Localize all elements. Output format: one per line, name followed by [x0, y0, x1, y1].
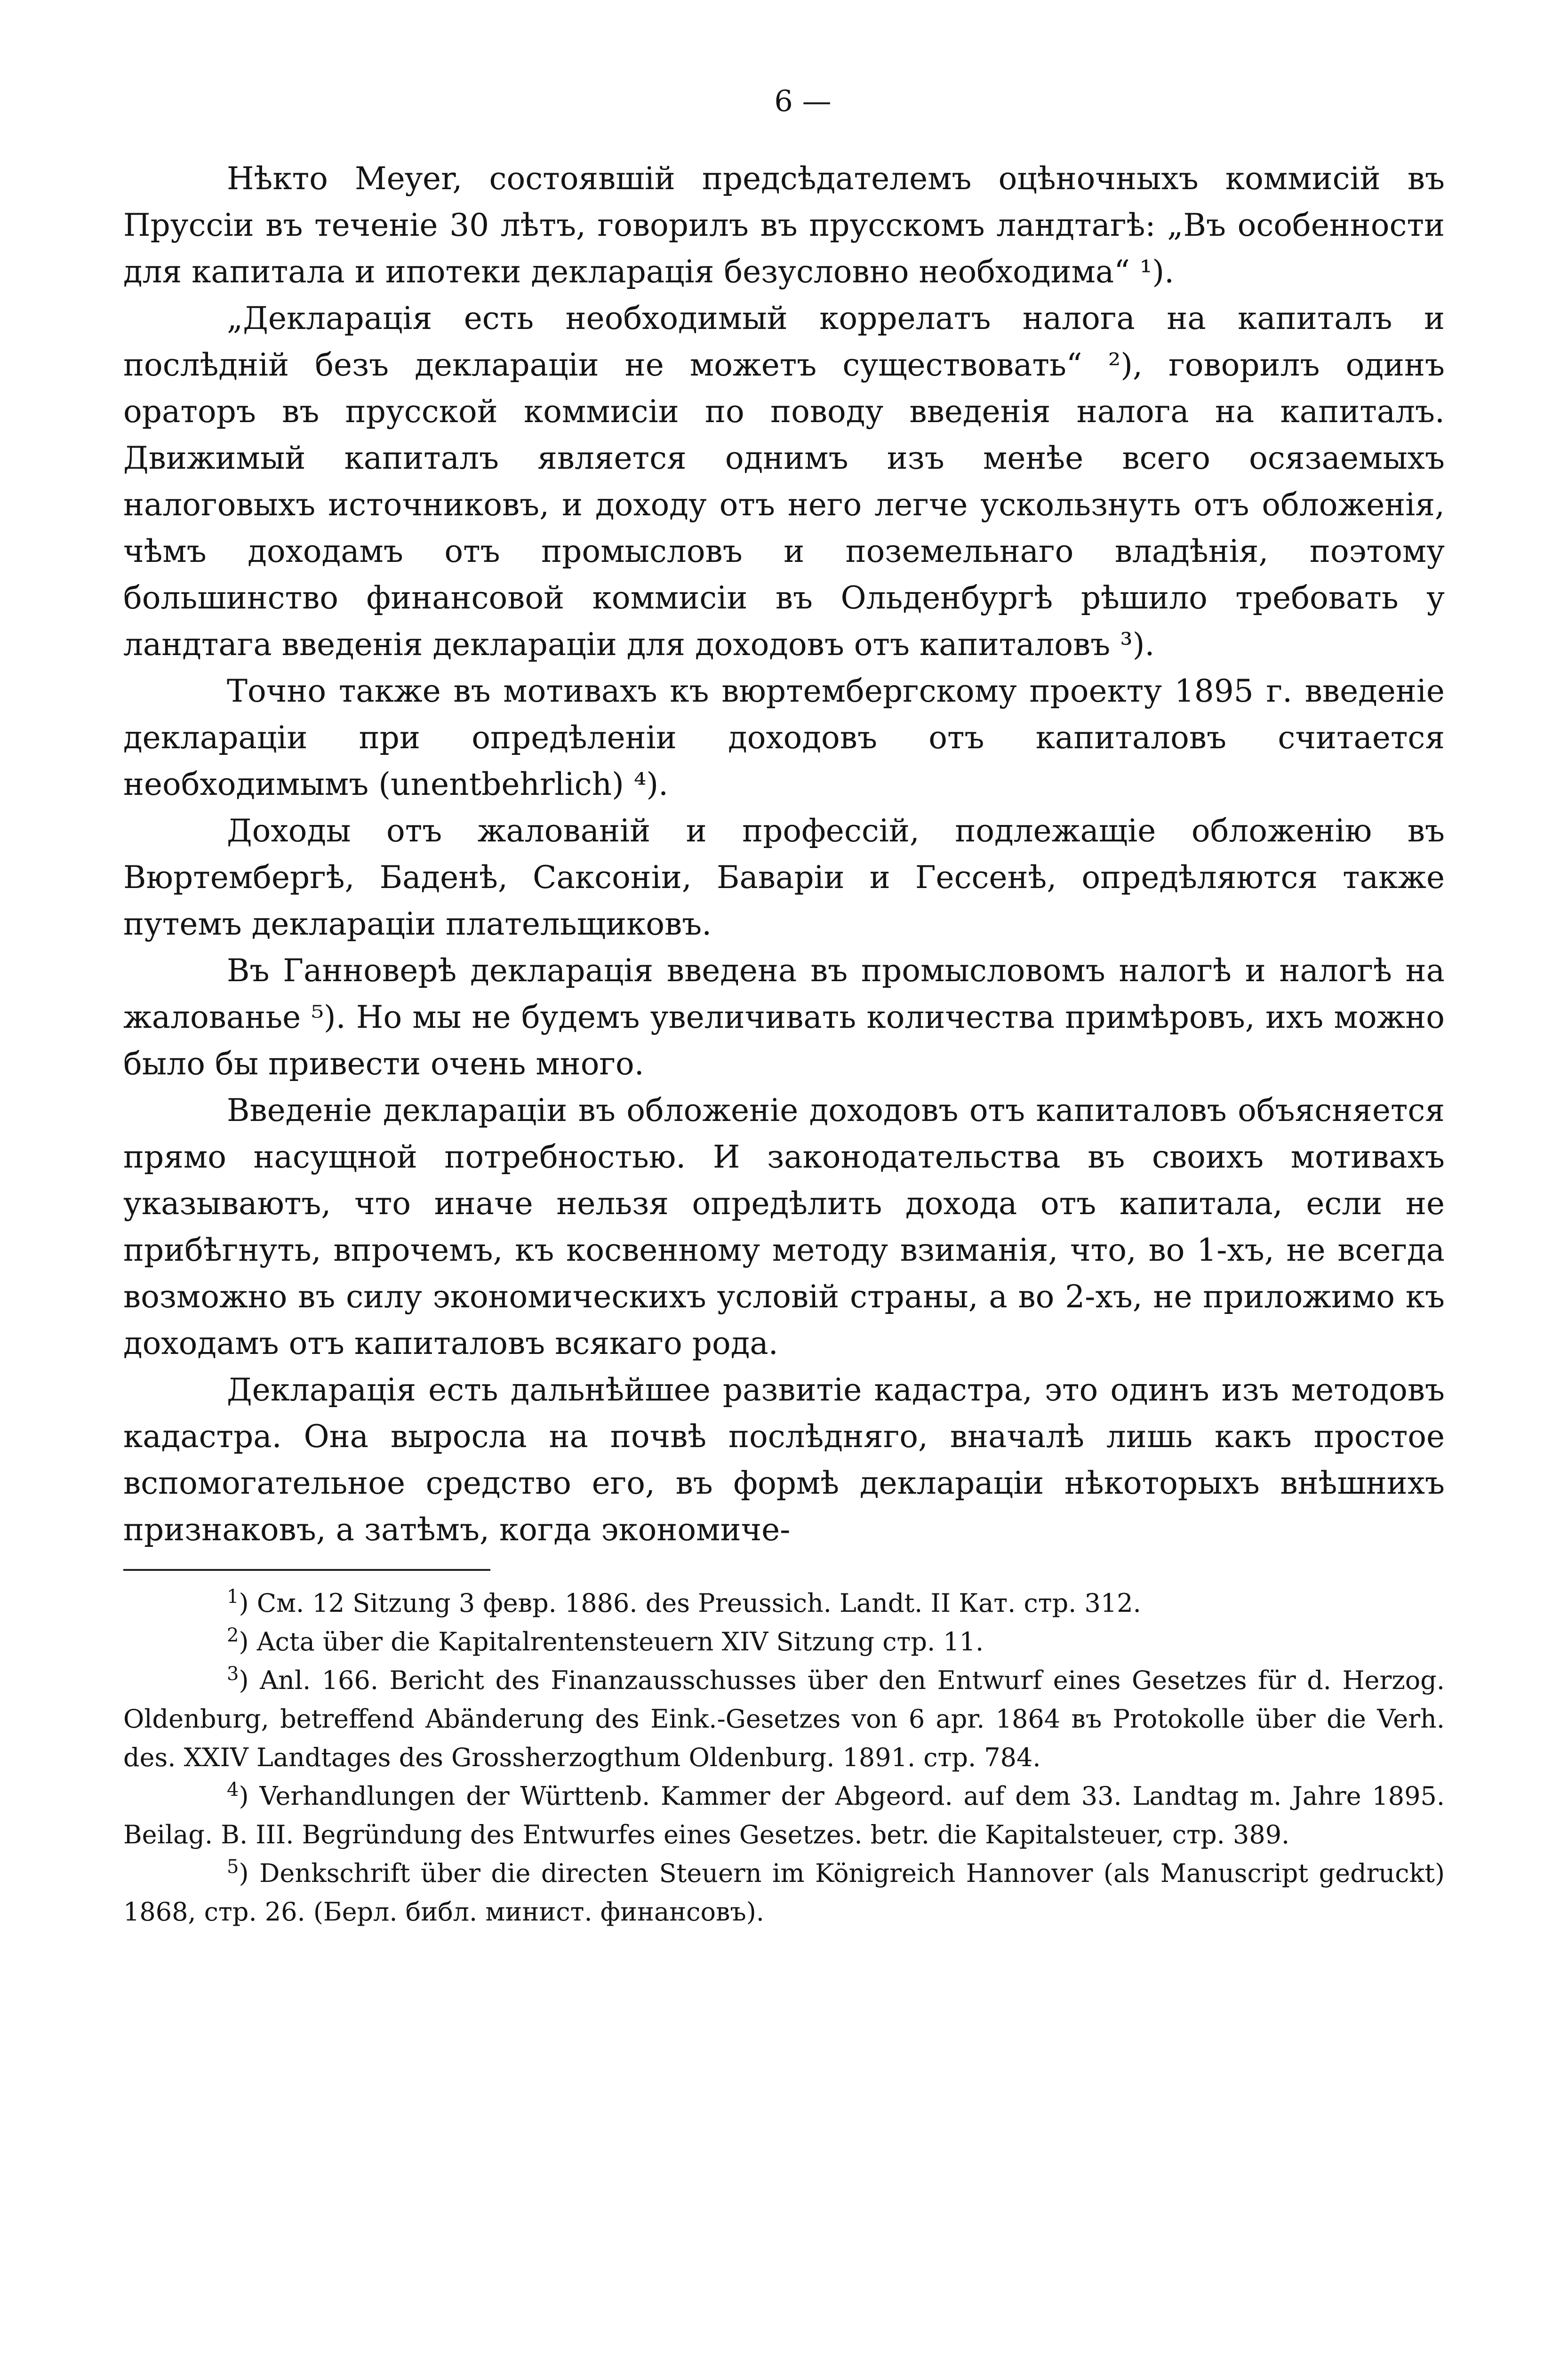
footnote: $^3$) Anl. 166. Bericht des Finanzausschusses über den Entwurf eines Gesetzes für d. Herzog. Oldenburg, betreffend Abänderung des Eink.-Gesetzes von 6 apr. 1864 въ Protokolle über die Verh. des. XXIV Landtages des Grossherzogthum Oldenburg. 1891. стр. 784. — [123, 1663, 1445, 1772]
footnote: $^5$) Denkschrift über die directen Steuern im Königreich Hannover (als Manuscript gedruckt) 1868, стр. 26. (Берл. библ. минист. финансовъ). — [123, 1856, 1445, 1927]
footnote-number: 2 — [227, 1625, 239, 1646]
footnote-number: 3 — [227, 1663, 239, 1685]
footnote-text: См. 12 Sitzung 3 февр. 1886. des Preussich. Landt. II Кат. стр. 312. — [256, 1588, 1141, 1618]
paragraph: Доходы отъ жалованій и профессій, подлежащіе обложенію въ Вюртембергѣ, Баденѣ, Саксоніи, Баваріи и Гессенѣ, опредѣляются также путемъ деклараціи плательщиковъ. — [123, 813, 1445, 942]
paragraph: Нѣкто Meyer, состоявшій предсѣдателемъ оцѣночныхъ коммисій въ Пруссіи въ теченіе 30 лѣтъ, говорилъ въ прусскомъ ландтагѣ: „Въ особенности для капитала и ипотеки декларація безусловно необходима“ ¹). — [123, 160, 1445, 290]
paragraph: Декларація есть дальнѣйшее развитіе кадастра, это одинъ изъ методовъ кадастра. Она выросла на почвѣ послѣдняго, вначалѣ лишь какъ простое вспомогательное средство его, въ формѣ деклараціи нѣкоторыхъ внѣшнихъ признаковъ, а затѣмъ, когда экономиче- — [123, 1372, 1445, 1548]
paragraph: Въ Ганноверѣ декларація введена въ промысловомъ налогѣ и налогѣ на жалованье ⁵). Но мы не будемъ увеличивать количества примѣровъ, ихъ можно было бы привести очень много. — [123, 952, 1445, 1082]
footnote-text: Verhandlungen der Württenb. Kammer der Abgeord. auf dem 33. Landtag m. Jahre 1895. Beilag. B. III. Begründung des Entwurfes eines Gesetzes. betr. die Kapitalsteuer, стр. 389. — [123, 1781, 1445, 1849]
body-text — [123, 155, 1445, 1553]
footnote-text: Denkschrift über die directen Steuern im Königreich Hannover (als Manuscript gedruckt) 1868, стр. 26. (Берл. библ. минист. финансовъ). — [123, 1858, 1445, 1927]
footnote-text: Acta über die Kapitalrentensteuern XIV Sitzung стр. 11. — [256, 1627, 984, 1657]
footnotes — [123, 1584, 1445, 1931]
footnote-number: 1 — [227, 1586, 239, 1608]
paragraph: Точно также въ мотивахъ къ вюртембергскому проекту 1895 г. введеніе деклараціи при опредѣленіи доходовъ отъ капиталовъ считается необходимымъ (unentbehrlich) ⁴). — [123, 673, 1445, 802]
page — [123, 80, 1445, 1931]
footnote: $^1$) См. 12 Sitzung 3 февр. 1886. des Preussich. Landt. II Кат. стр. 312. — [227, 1586, 1141, 1618]
paragraph: „Декларація есть необходимый коррелатъ налога на капиталъ и послѣдній безъ деклараціи не можетъ существовать“ ²), говорилъ одинъ ораторъ въ прусской коммисіи по поводу введенія налога на капиталъ. Движимый капиталъ является однимъ изъ менѣе всего осязаемыхъ налоговыхъ источниковъ, и доходу отъ него легче ускользнуть отъ обложенія, чѣмъ доходамъ отъ промысловъ и поземельнаго владѣнія, поэтому большинство финансовой коммисіи въ Ольденбургѣ рѣшило требовать у ландтага введенія деклараціи для доходовъ отъ капиталовъ ³). — [123, 300, 1445, 663]
footnote-number: 5 — [227, 1856, 239, 1878]
footnote-number: 4 — [227, 1779, 239, 1801]
footnote-text: Anl. 166. Bericht des Finanzausschusses über den Entwurf eines Gesetzes für d. Herzog. Oldenburg, betreffend Abänderung des Eink.-Gesetzes von 6 apr. 1864 въ Protokolle über die Verh. des. XXIV Landtages des Grossherzogthum Oldenburg. 1891. стр. 784. — [123, 1665, 1445, 1772]
footnote: $^4$) Verhandlungen der Württenb. Kammer der Abgeord. auf dem 33. Landtag m. Jahre 1895. Beilag. B. III. Begründung des Entwurfes eines Gesetzes. betr. die Kapitalsteuer, стр. 389. — [123, 1779, 1445, 1849]
footnote: $^2$) Acta über die Kapitalrentensteuern XIV Sitzung стр. 11. — [227, 1625, 984, 1657]
page-number: 6 — — [774, 84, 832, 118]
footnote-divider — [123, 1569, 490, 1571]
paragraph: Введеніе деклараціи въ обложеніе доходовъ отъ капиталовъ объясняется прямо насущной потребностью. И законодательства въ своихъ мотивахъ указываютъ, что иначе нельзя опредѣлить дохода отъ капитала, если не прибѣгнуть, впрочемъ, къ косвенному методу взиманія, что, во 1-хъ, не всегда возможно въ силу экономическихъ условій страны, а во 2-хъ, не приложимо къ доходамъ отъ капиталовъ всякаго рода. — [123, 1092, 1445, 1361]
